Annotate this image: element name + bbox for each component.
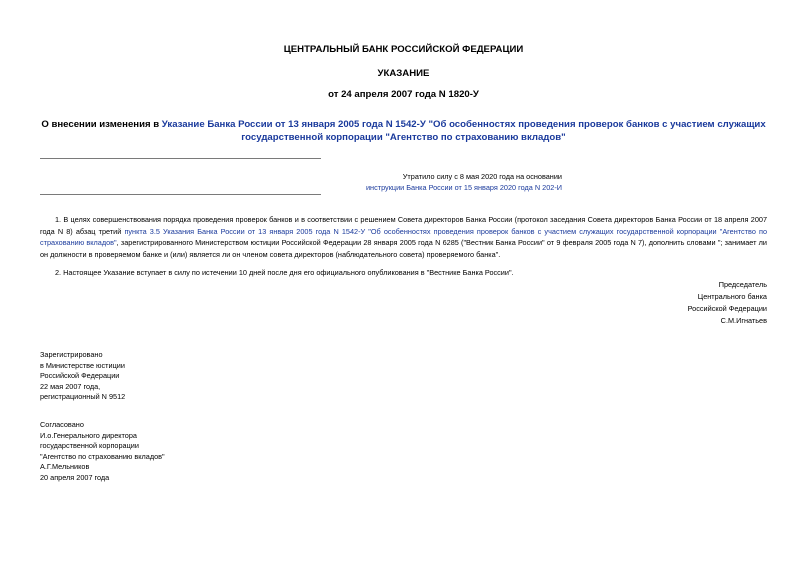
- paragraph-1-text-after: , зарегистрированного Министерством юстиции Российской Федерации 28 января 2005 года N 6285 ("Вестник Банка России" от 9 февраля 2005 года N 7), дополнить словами "; занимает ли он должности в проверяемом банке и (или) является ли он членом совета директоров (наблюдательного совета) проверяемого банка".: [40, 238, 767, 259]
- agreement-line: И.о.Генерального директора: [40, 430, 137, 440]
- divider-bottom: [40, 194, 321, 195]
- registration-line: Российской Федерации: [40, 371, 120, 380]
- signature-line: Российской Федерации: [687, 304, 767, 313]
- registration-line: в Министерстве юстиции: [40, 360, 125, 370]
- expired-note: [40, 171, 562, 193]
- subject-link[interactable]: Указание Банка России от 13 января 2005 года N 1542-У "Об особенностях проведения проверок банков с участием служащих государственной корпорации "Агентство по страхованию вкладов": [161, 119, 766, 143]
- agreement-block: [40, 420, 165, 483]
- signature-line: Центрального банка: [697, 292, 767, 301]
- registration-line: 22 мая 2007 года,: [40, 381, 101, 391]
- signature-line: С.М.Игнатьев: [720, 316, 767, 325]
- organization-title: ЦЕНТРАЛЬНЫЙ БАНК РОССИЙСКОЙ ФЕДЕРАЦИИ: [283, 44, 524, 55]
- agreement-line: 20 апреля 2007 года: [40, 472, 110, 482]
- agreement-line: А.Г.Мельников: [40, 462, 90, 471]
- expired-note-link[interactable]: инструкции Банка России от 15 января 2020 года N 202-И: [365, 183, 562, 192]
- paragraph-2: 2. Настоящее Указание вступает в силу по истечении 10 дней после дня его официального опубликования в "Вестнике Банка России".: [55, 268, 514, 277]
- document-subject: [40, 119, 767, 144]
- agreement-line: Согласовано: [40, 420, 84, 429]
- signature-line: Председатель: [718, 280, 767, 289]
- paragraph-1-link[interactable]: пункта 3.5 Указания Банка России от 13 января 2005 года N 1542-У "Об особенностях проведения проверок банков с участием служащих государственной корпорации "Агентство по страхованию вкладов": [40, 226, 768, 248]
- agreement-line: государственной корпорации: [40, 441, 139, 450]
- expired-note-text: Утратило силу с 8 мая 2020 года на основании: [402, 172, 562, 181]
- paragraph-1: [40, 214, 767, 260]
- signature-block: [688, 279, 767, 327]
- registration-block: [40, 350, 125, 403]
- document-type: УКАЗАНИЕ: [377, 68, 430, 79]
- registration-line: регистрационный N 9512: [40, 392, 126, 401]
- agreement-line: "Агентство по страхованию вкладов": [40, 451, 165, 461]
- subject-prefix: О внесении изменения в: [41, 119, 162, 130]
- registration-line: Зарегистрировано: [40, 350, 103, 359]
- paragraph-1-text-before: 1. В целях совершенствования порядка проведения проверок банков и в соответствии с решением Совета директоров Банка России (протокол заседания Совета директоров Банка России от 18 апреля 2007 года N 8) абзац третий: [40, 215, 767, 236]
- document-date: от 24 апреля 2007 года N 1820-У: [328, 89, 479, 100]
- divider-top: [40, 158, 321, 159]
